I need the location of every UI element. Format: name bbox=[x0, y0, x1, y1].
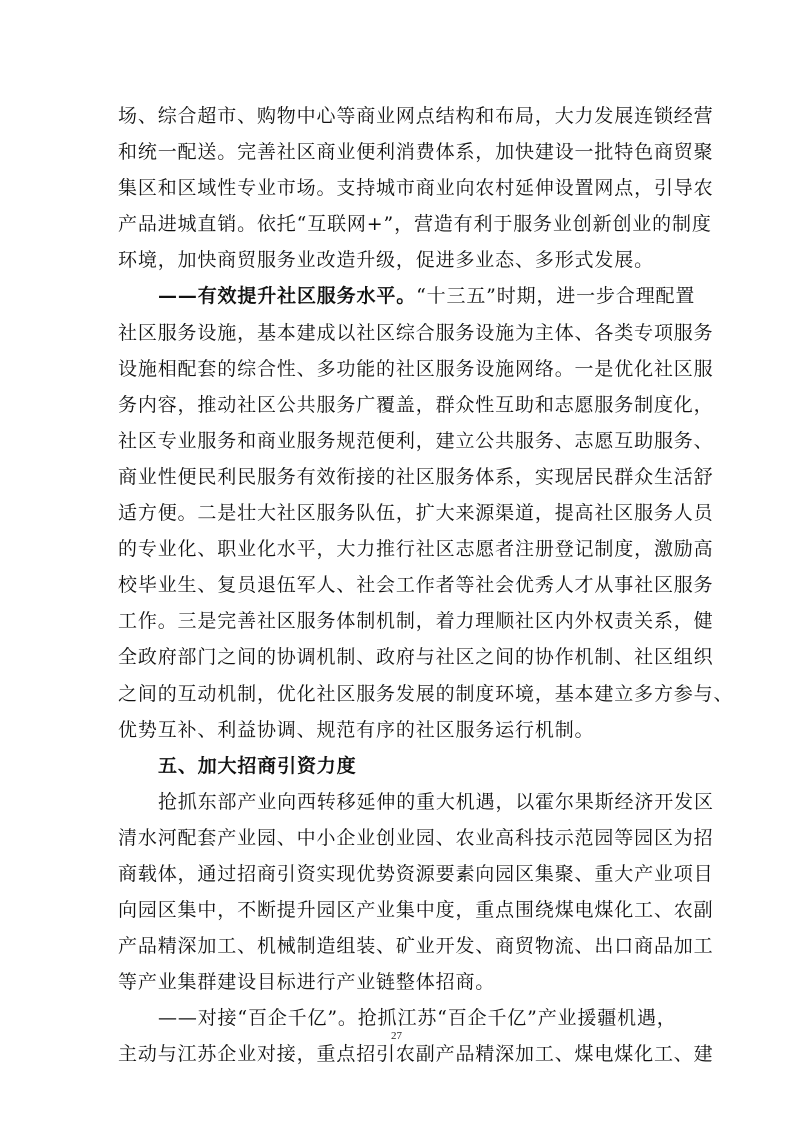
text-line: 的专业化、职业化水平，大力推行社区志愿者注册登记制度，激励高 bbox=[118, 538, 714, 561]
text-line: 商业性便民利民服务有效衔接的社区服务体系，实现居民群众生活舒 bbox=[118, 465, 714, 488]
text-line: 等产业集群建设目标进行产业链整体招商。 bbox=[118, 971, 496, 994]
text-line: 校毕业生、复员退伍军人、社会工作者等社会优秀人才从事社区服务 bbox=[118, 574, 714, 597]
paragraph-first-line: 抢抓东部产业向西转移延伸的重大机遇，以霍尔果斯经济开发区 bbox=[158, 790, 714, 813]
text-line: 和统一配送。完善社区商业便利消费体系，加快建设一批特色商贸聚 bbox=[118, 141, 714, 164]
text-line: 产品精深加工、机械制造组装、矿业开发、商贸物流、出口商品加工 bbox=[118, 935, 714, 958]
text-line: 工作。三是完善社区服务体制机制，着力理顺社区内外权责关系，健 bbox=[118, 610, 714, 633]
text-line: 清水河配套产业园、中小企业创业园、农业高科技示范园等园区为招 bbox=[118, 826, 714, 849]
text-line: 向园区集中，不断提升园区产业集中度，重点围绕煤电煤化工、农副 bbox=[118, 899, 714, 922]
text-line: 产品进城直销。依托“互联网+”，营造有利于服务业创新创业的制度 bbox=[118, 213, 712, 236]
section-heading: 五、加大招商引资力度 bbox=[158, 754, 357, 777]
text-line: 场、综合超市、购物中心等商业网点结构和布局，大力发展连锁经营 bbox=[118, 105, 714, 127]
document-body bbox=[118, 98, 734, 1073]
text-line: 优势互补、利益协调、规范有序的社区服务运行机制。 bbox=[118, 718, 595, 741]
text-line: 社区服务设施，基本建成以社区综合服务设施为主体、各类专项服务 bbox=[118, 321, 714, 344]
text-line: 适方便。二是壮大社区服务队伍，扩大来源渠道，提高社区服务人员 bbox=[118, 502, 714, 525]
text-line: 社区专业服务和商业服务规范便利，建立公共服务、志愿互助服务、 bbox=[118, 429, 714, 452]
paragraph-lead-bold: ——有效提升社区服务水平。 bbox=[158, 285, 417, 308]
paragraph-first-line bbox=[118, 278, 696, 314]
paragraph-lead-text: “十三五”时期，进一步合理配置 bbox=[416, 285, 696, 308]
text-line: 主动与江苏企业对接，重点招引农副产品精深加工、煤电煤化工、建 bbox=[118, 1043, 714, 1066]
text-line: 环境，加快商贸服务业改造升级，促进多业态、多形式发展。 bbox=[118, 249, 654, 272]
text-line: 之间的互动机制，优化社区服务发展的制度环境，基本建立多方参与、 bbox=[118, 682, 734, 705]
text-line: 商载体，通过招商引资实现优势资源要素向园区集聚、重大产业项目 bbox=[118, 862, 714, 885]
text-line: 全政府部门之间的协调机制、政府与社区之间的协作机制、社区组织 bbox=[118, 646, 714, 669]
paragraph-first-line: ——对接“百企千亿”。抢抓江苏“百企千亿”产业援疆机遇， bbox=[158, 1007, 677, 1030]
text-line: 务内容，推动社区公共服务广覆盖，群众性互助和志愿服务制度化， bbox=[118, 393, 714, 416]
page-number: 27 bbox=[391, 1030, 402, 1042]
text-line: 设施相配套的综合性、多功能的社区服务设施网络。一是优化社区服 bbox=[118, 357, 714, 380]
text-line: 集区和区域性专业市场。支持城市商业向农村延伸设置网点，引导农 bbox=[118, 177, 714, 200]
